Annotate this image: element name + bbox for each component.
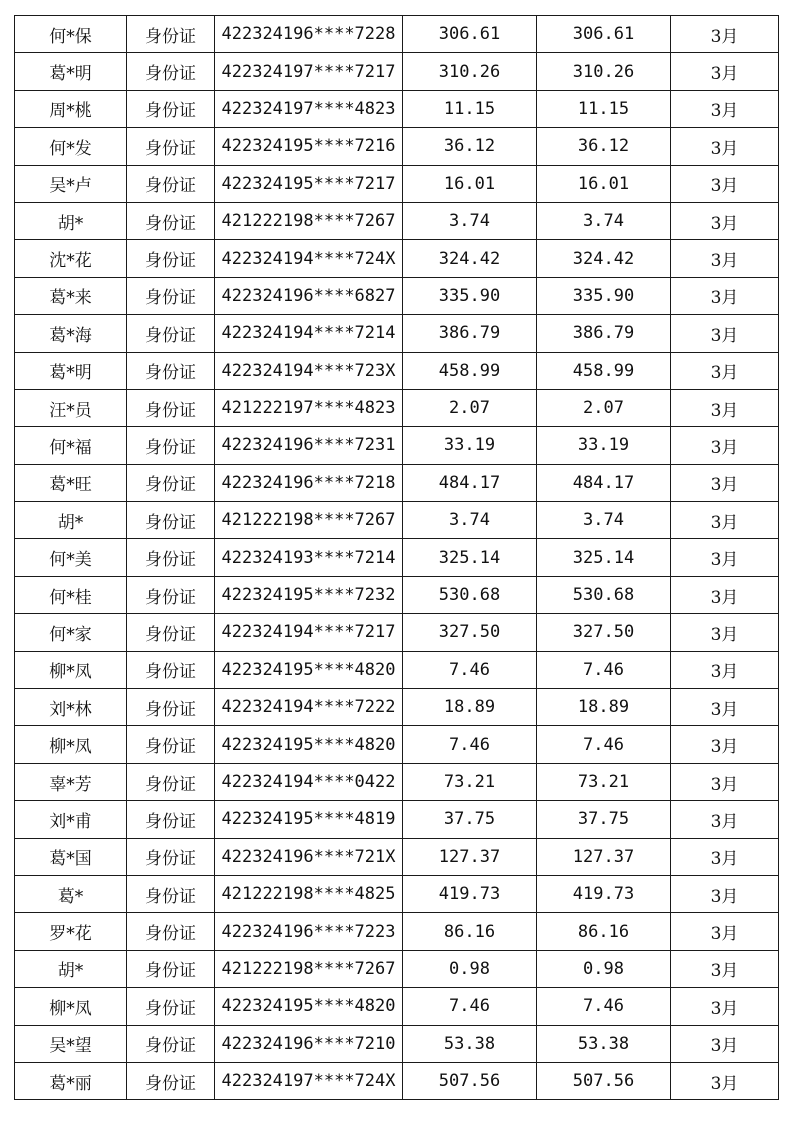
cell-month: 3月 [671,202,779,239]
table-row [15,1025,779,1062]
cell-name: 葛*旺 [15,464,127,501]
cell-id-type: 身份证 [127,240,215,277]
cell-name: 葛*国 [15,838,127,875]
cell-id-type: 身份证 [127,801,215,838]
cell-amount-paid: 419.73 [537,875,671,912]
cell-id-number: 421222198****7267 [215,502,403,539]
cell-id-number: 422324194****7217 [215,614,403,651]
cell-amount-due: 386.79 [403,315,537,352]
table-row [15,315,779,352]
cell-id-number: 422324197****7217 [215,53,403,90]
cell-amount-paid: 16.01 [537,165,671,202]
cell-amount-paid: 7.46 [537,988,671,1025]
cell-id-number: 422324195****7232 [215,576,403,613]
cell-name: 罗*花 [15,913,127,950]
cell-month: 3月 [671,763,779,800]
cell-amount-due: 3.74 [403,502,537,539]
cell-amount-paid: 484.17 [537,464,671,501]
cell-id-number: 422324197****4823 [215,90,403,127]
cell-id-type: 身份证 [127,913,215,950]
cell-name: 周*桃 [15,90,127,127]
table-row [15,352,779,389]
cell-amount-due: 86.16 [403,913,537,950]
cell-id-number: 421222198****7267 [215,950,403,987]
cell-id-type: 身份证 [127,277,215,314]
cell-id-type: 身份证 [127,1062,215,1099]
table-row [15,913,779,950]
cell-amount-due: 335.90 [403,277,537,314]
table-row [15,389,779,426]
cell-amount-paid: 3.74 [537,202,671,239]
cell-id-type: 身份证 [127,988,215,1025]
cell-id-number: 422324196****6827 [215,277,403,314]
cell-id-type: 身份证 [127,352,215,389]
cell-month: 3月 [671,53,779,90]
table-row [15,165,779,202]
cell-amount-paid: 310.26 [537,53,671,90]
cell-id-type: 身份证 [127,502,215,539]
cell-id-type: 身份证 [127,875,215,912]
cell-id-number: 422324196****7218 [215,464,403,501]
cell-name: 吴*望 [15,1025,127,1062]
cell-name: 柳*凤 [15,988,127,1025]
cell-id-type: 身份证 [127,726,215,763]
cell-amount-paid: 2.07 [537,389,671,426]
cell-month: 3月 [671,801,779,838]
cell-id-type: 身份证 [127,464,215,501]
table-row [15,16,779,53]
cell-month: 3月 [671,1025,779,1062]
cell-name: 何*福 [15,427,127,464]
cell-amount-due: 127.37 [403,838,537,875]
cell-amount-paid: 530.68 [537,576,671,613]
table-row [15,1062,779,1099]
cell-month: 3月 [671,427,779,464]
cell-amount-due: 33.19 [403,427,537,464]
cell-amount-paid: 53.38 [537,1025,671,1062]
cell-id-number: 422324194****724X [215,240,403,277]
cell-id-type: 身份证 [127,689,215,726]
cell-id-type: 身份证 [127,389,215,426]
cell-amount-paid: 11.15 [537,90,671,127]
table-row [15,950,779,987]
cell-id-number: 422324196****7210 [215,1025,403,1062]
cell-name: 葛*来 [15,277,127,314]
cell-id-number: 422324196****7223 [215,913,403,950]
cell-month: 3月 [671,651,779,688]
cell-month: 3月 [671,90,779,127]
cell-month: 3月 [671,128,779,165]
cell-amount-due: 7.46 [403,651,537,688]
cell-name: 刘*林 [15,689,127,726]
table-row [15,240,779,277]
cell-id-type: 身份证 [127,576,215,613]
cell-name: 何*美 [15,539,127,576]
cell-amount-due: 7.46 [403,726,537,763]
cell-month: 3月 [671,539,779,576]
cell-amount-paid: 327.50 [537,614,671,651]
table-row [15,801,779,838]
table-row [15,726,779,763]
cell-name: 葛* [15,875,127,912]
cell-id-type: 身份证 [127,1025,215,1062]
cell-amount-paid: 37.75 [537,801,671,838]
cell-id-type: 身份证 [127,16,215,53]
cell-amount-paid: 458.99 [537,352,671,389]
cell-amount-due: 73.21 [403,763,537,800]
cell-name: 何*桂 [15,576,127,613]
cell-id-number: 421222197****4823 [215,389,403,426]
table-row [15,838,779,875]
cell-name: 葛*丽 [15,1062,127,1099]
cell-month: 3月 [671,464,779,501]
cell-amount-paid: 86.16 [537,913,671,950]
cell-id-number: 422324197****724X [215,1062,403,1099]
cell-name: 胡* [15,202,127,239]
cell-amount-due: 11.15 [403,90,537,127]
cell-amount-due: 419.73 [403,875,537,912]
table-row [15,614,779,651]
cell-name: 葛*海 [15,315,127,352]
cell-amount-due: 324.42 [403,240,537,277]
cell-month: 3月 [671,614,779,651]
table-row [15,202,779,239]
cell-month: 3月 [671,502,779,539]
cell-id-number: 422324195****7216 [215,128,403,165]
cell-amount-paid: 3.74 [537,502,671,539]
cell-amount-due: 7.46 [403,988,537,1025]
cell-id-type: 身份证 [127,128,215,165]
cell-name: 胡* [15,502,127,539]
cell-id-type: 身份证 [127,950,215,987]
cell-name: 汪*员 [15,389,127,426]
cell-id-number: 422324194****723X [215,352,403,389]
table-row [15,875,779,912]
cell-amount-due: 53.38 [403,1025,537,1062]
cell-id-number: 422324194****7222 [215,689,403,726]
table-row [15,689,779,726]
table-body [15,16,779,1100]
cell-name: 柳*凤 [15,726,127,763]
cell-id-type: 身份证 [127,202,215,239]
cell-amount-paid: 33.19 [537,427,671,464]
cell-amount-paid: 306.61 [537,16,671,53]
cell-id-type: 身份证 [127,539,215,576]
cell-amount-due: 507.56 [403,1062,537,1099]
cell-name: 何*家 [15,614,127,651]
cell-month: 3月 [671,838,779,875]
table-row [15,277,779,314]
table-row [15,427,779,464]
cell-amount-paid: 18.89 [537,689,671,726]
cell-month: 3月 [671,16,779,53]
cell-month: 3月 [671,240,779,277]
table-row [15,90,779,127]
cell-amount-due: 0.98 [403,950,537,987]
cell-name: 何*保 [15,16,127,53]
cell-id-type: 身份证 [127,165,215,202]
cell-amount-due: 16.01 [403,165,537,202]
cell-month: 3月 [671,726,779,763]
cell-month: 3月 [671,875,779,912]
cell-id-number: 422324194****7214 [215,315,403,352]
cell-amount-paid: 335.90 [537,277,671,314]
cell-amount-paid: 73.21 [537,763,671,800]
cell-name: 刘*甫 [15,801,127,838]
cell-name: 胡* [15,950,127,987]
table-row [15,128,779,165]
cell-id-number: 422324195****4820 [215,988,403,1025]
cell-month: 3月 [671,352,779,389]
cell-amount-due: 37.75 [403,801,537,838]
cell-id-number: 422324196****7231 [215,427,403,464]
cell-amount-due: 306.61 [403,16,537,53]
table-row [15,539,779,576]
cell-month: 3月 [671,576,779,613]
cell-amount-due: 18.89 [403,689,537,726]
cell-amount-paid: 0.98 [537,950,671,987]
cell-id-type: 身份证 [127,90,215,127]
table-row [15,464,779,501]
cell-id-type: 身份证 [127,763,215,800]
cell-id-type: 身份证 [127,315,215,352]
cell-amount-due: 3.74 [403,202,537,239]
table-row [15,651,779,688]
cell-id-number: 422324196****721X [215,838,403,875]
cell-month: 3月 [671,315,779,352]
cell-id-number: 421222198****7267 [215,202,403,239]
cell-id-number: 422324195****4819 [215,801,403,838]
cell-amount-due: 310.26 [403,53,537,90]
cell-id-number: 422324194****0422 [215,763,403,800]
cell-name: 葛*明 [15,352,127,389]
cell-name: 辜*芳 [15,763,127,800]
cell-amount-paid: 7.46 [537,726,671,763]
cell-id-number: 422324193****7214 [215,539,403,576]
table-row [15,502,779,539]
cell-id-type: 身份证 [127,53,215,90]
cell-amount-due: 327.50 [403,614,537,651]
cell-month: 3月 [671,389,779,426]
cell-amount-due: 530.68 [403,576,537,613]
cell-month: 3月 [671,950,779,987]
cell-amount-due: 36.12 [403,128,537,165]
cell-name: 柳*凤 [15,651,127,688]
cell-month: 3月 [671,1062,779,1099]
cell-id-number: 422324195****7217 [215,165,403,202]
cell-month: 3月 [671,165,779,202]
cell-amount-paid: 127.37 [537,838,671,875]
cell-id-number: 422324195****4820 [215,726,403,763]
table-row [15,763,779,800]
cell-name: 葛*明 [15,53,127,90]
cell-month: 3月 [671,277,779,314]
cell-name: 何*发 [15,128,127,165]
cell-id-type: 身份证 [127,651,215,688]
table-row [15,53,779,90]
cell-id-number: 422324195****4820 [215,651,403,688]
cell-amount-paid: 7.46 [537,651,671,688]
cell-amount-paid: 325.14 [537,539,671,576]
cell-amount-due: 484.17 [403,464,537,501]
cell-amount-due: 2.07 [403,389,537,426]
cell-amount-paid: 36.12 [537,128,671,165]
cell-id-type: 身份证 [127,427,215,464]
cell-amount-due: 325.14 [403,539,537,576]
cell-id-type: 身份证 [127,614,215,651]
cell-amount-paid: 386.79 [537,315,671,352]
cell-id-type: 身份证 [127,838,215,875]
cell-name: 沈*花 [15,240,127,277]
cell-month: 3月 [671,913,779,950]
data-table [14,15,779,1100]
cell-month: 3月 [671,988,779,1025]
cell-month: 3月 [671,689,779,726]
cell-name: 吴*卢 [15,165,127,202]
cell-amount-due: 458.99 [403,352,537,389]
cell-amount-paid: 324.42 [537,240,671,277]
table-row [15,576,779,613]
cell-amount-paid: 507.56 [537,1062,671,1099]
table-row [15,988,779,1025]
cell-id-number: 421222198****4825 [215,875,403,912]
cell-id-number: 422324196****7228 [215,16,403,53]
